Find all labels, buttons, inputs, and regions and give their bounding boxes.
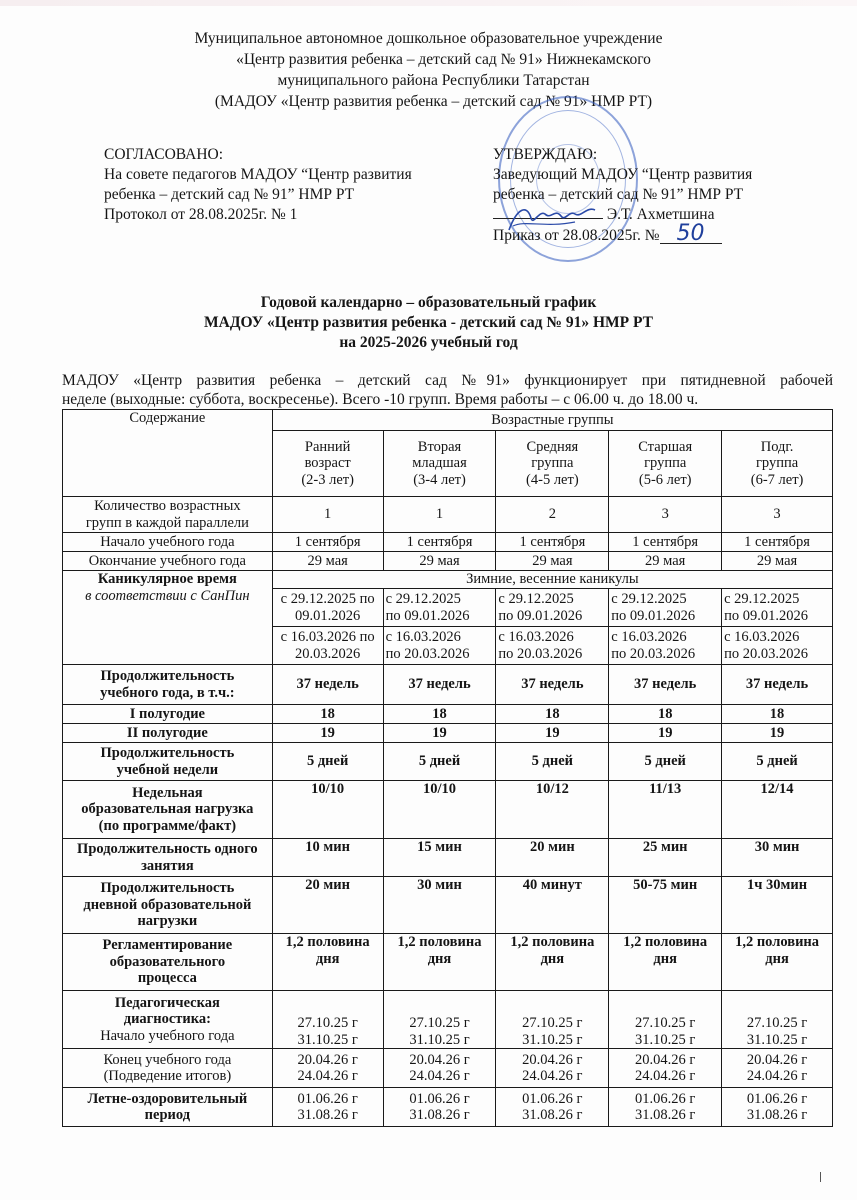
cell: 15 мин xyxy=(383,839,496,877)
table-row xyxy=(63,705,833,724)
cell: 1 сентября xyxy=(609,533,722,552)
cell: 2 xyxy=(496,497,609,533)
cell: 1,2 половина дня xyxy=(496,934,609,991)
group-header: Средняя группа (4-5 лет) xyxy=(496,431,609,497)
table-row xyxy=(63,497,833,533)
document-title xyxy=(0,293,857,353)
cell: 20 мин xyxy=(496,839,609,877)
table-row xyxy=(63,877,833,934)
row-label: Продолжительность дневной образовательной нагрузки xyxy=(63,877,273,934)
cell: 18 xyxy=(722,705,833,724)
cell: 19 xyxy=(609,724,722,743)
cell: с 29.12.2025 по 09.01.2026 xyxy=(609,589,722,627)
cell: 20.04.26 г 24.04.26 г xyxy=(722,1049,833,1088)
row-label: Окончание учебного года xyxy=(63,552,273,571)
cell: 50-75 мин xyxy=(609,877,722,934)
cell: 19 xyxy=(383,724,496,743)
cell: с 16.03.2026 по 20.03.2026 xyxy=(722,627,833,665)
cell: 20.04.26 г 24.04.26 г xyxy=(609,1049,722,1088)
cell: 29 мая xyxy=(272,552,383,571)
cell: 1ч 30мин xyxy=(722,877,833,934)
cell: 5 дней xyxy=(722,743,833,781)
cell: 11/13 xyxy=(609,781,722,839)
approved-block xyxy=(493,145,752,246)
group-header: Ранний возраст (2-3 лет) xyxy=(272,431,383,497)
content-header: Содержание xyxy=(63,410,273,497)
cell: 20.04.26 г 24.04.26 г xyxy=(272,1049,383,1088)
signature-line xyxy=(493,205,603,219)
cell: 01.06.26 г 31.08.26 г xyxy=(609,1088,722,1127)
cell: 3 xyxy=(609,497,722,533)
cell: 01.06.26 г 31.08.26 г xyxy=(272,1088,383,1127)
cell: 19 xyxy=(722,724,833,743)
row-label: Каникулярное время в соответствии с СанПин xyxy=(63,571,273,665)
cell: 25 мин xyxy=(609,839,722,877)
cell: с 16.03.2026 по 20.03.2026 xyxy=(496,627,609,665)
cell: 3 xyxy=(722,497,833,533)
cell: с 16.03.2026 по 20.03.2026 xyxy=(272,627,383,665)
cell: 27.10.25 г 31.10.25 г xyxy=(496,991,609,1049)
cell: 10/12 xyxy=(496,781,609,839)
row-label: Продолжительность учебного года, в т.ч.: xyxy=(63,665,273,705)
cell: 12/14 xyxy=(722,781,833,839)
table-row xyxy=(63,1049,833,1088)
cell: с 29.12.2025 по 09.01.2026 xyxy=(496,589,609,627)
cell: с 29.12.2025 по 09.01.2026 xyxy=(722,589,833,627)
cell: 30 мин xyxy=(383,877,496,934)
cell: 29 мая xyxy=(722,552,833,571)
cell: 10 мин xyxy=(272,839,383,877)
cell: 20.04.26 г 24.04.26 г xyxy=(383,1049,496,1088)
cell: 27.10.25 г 31.10.25 г xyxy=(722,991,833,1049)
table-row xyxy=(63,571,833,589)
agreed-block xyxy=(104,145,412,225)
cell: с 16.03.2026 по 20.03.2026 xyxy=(609,627,722,665)
cell: 19 xyxy=(272,724,383,743)
cell: 37 недель xyxy=(383,665,496,705)
cell: 29 мая xyxy=(609,552,722,571)
row-label: II полугодие xyxy=(63,724,273,743)
cell: 1 сентября xyxy=(272,533,383,552)
cell: 18 xyxy=(272,705,383,724)
intro-line: МАДОУ «Центр развития ребенка – детский сад №91» функционирует при пятидневной рабочей xyxy=(62,372,833,389)
schedule-table xyxy=(62,409,833,1127)
table-row xyxy=(63,724,833,743)
cell: 01.06.26 г 31.08.26 г xyxy=(722,1088,833,1127)
agreed-line: На совете педагогов МАДОУ “Центр развития xyxy=(104,166,412,183)
table-row xyxy=(63,781,833,839)
table-row xyxy=(63,1088,833,1127)
row-label: Недельная образовательная нагрузка (по программе/факт) xyxy=(63,781,273,839)
page-top-edge xyxy=(0,0,857,6)
table-row xyxy=(63,934,833,991)
table-row xyxy=(63,839,833,877)
age-groups-header: Возрастные группы xyxy=(272,410,832,431)
agreed-title: СОГЛАСОВАНО: xyxy=(104,146,224,163)
row-label: Продолжительность учебной недели xyxy=(63,743,273,781)
cell: 1,2 половина дня xyxy=(272,934,383,991)
cell: 19 xyxy=(496,724,609,743)
group-header: Старшая группа (5-6 лет) xyxy=(609,431,722,497)
intro-paragraph xyxy=(62,371,833,409)
order-number: 50 xyxy=(660,225,722,244)
table-row xyxy=(63,991,833,1049)
approved-title: УТВЕРЖДАЮ: xyxy=(493,146,598,163)
row-label: Летне-оздоровительный период xyxy=(63,1088,273,1127)
approved-line: Заведующий МАДОУ “Центр развития xyxy=(493,166,753,183)
row-label: Регламентирование образовательного процесса xyxy=(63,934,273,991)
table-row xyxy=(63,552,833,571)
cell: 18 xyxy=(496,705,609,724)
cell: 20.04.26 г 24.04.26 г xyxy=(496,1049,609,1088)
row-label: Продолжительность одного занятия xyxy=(63,839,273,877)
agreed-line: ребенка – детский сад № 91” НМР РТ xyxy=(104,186,355,203)
cell: 1 сентября xyxy=(383,533,496,552)
cell: 18 xyxy=(383,705,496,724)
cell: 27.10.25 г 31.10.25 г xyxy=(272,991,383,1049)
cell: 29 мая xyxy=(383,552,496,571)
cell: 1 xyxy=(383,497,496,533)
title-line: на 2025-2026 учебный год xyxy=(339,334,518,351)
cell: 37 недель xyxy=(609,665,722,705)
cell: 1,2 половина дня xyxy=(722,934,833,991)
cell: с 29.12.2025 по 09.01.2026 xyxy=(272,589,383,627)
agreed-protocol: Протокол от 28.08.2025г. № 1 xyxy=(104,206,298,223)
header-line: «Центр развития ребенка – детский сад № 91» Нижнекамского xyxy=(236,51,651,68)
group-header: Вторая младшая (3-4 лет) xyxy=(383,431,496,497)
row-label: I полугодие xyxy=(63,705,273,724)
cell: 1 сентября xyxy=(496,533,609,552)
cell: 1,2 половина дня xyxy=(383,934,496,991)
table-row xyxy=(63,665,833,705)
cell: 29 мая xyxy=(496,552,609,571)
group-header: Подг. группа (6-7 лет) xyxy=(722,431,833,497)
header-line: (МАДОУ «Центр развития ребенка – детский сад № 91» НМР РТ) xyxy=(214,93,653,110)
table-row xyxy=(63,743,833,781)
row-label: Начало учебного года xyxy=(63,533,273,552)
cell: 1,2 половина дня xyxy=(609,934,722,991)
cell: 18 xyxy=(609,705,722,724)
holidays-span-header: Зимние, весенние каникулы xyxy=(272,571,832,589)
cell: 01.06.26 г 31.08.26 г xyxy=(383,1088,496,1127)
title-line: МАДОУ «Центр развития ребенка - детский сад № 91» НМР РТ xyxy=(204,314,653,331)
approved-line: ребенка – детский сад № 91” НМР РТ xyxy=(493,186,744,203)
cell: 37 недель xyxy=(722,665,833,705)
cell: 37 недель xyxy=(272,665,383,705)
cell: 5 дней xyxy=(272,743,383,781)
row-label: Конец учебного года (Подведение итогов) xyxy=(63,1049,273,1088)
cell: с 16.03.2026 по 20.03.2026 xyxy=(383,627,496,665)
cell: 20 мин xyxy=(272,877,383,934)
cell: 40 минут xyxy=(496,877,609,934)
cell: 10/10 xyxy=(383,781,496,839)
signer-name: Э.Т. Ахметшина xyxy=(606,206,715,223)
cell: 1 сентября xyxy=(722,533,833,552)
cell: 5 дней xyxy=(496,743,609,781)
header-line: Муниципальное автономное дошкольное образовательное учреждение xyxy=(194,30,663,47)
cell: 37 недель xyxy=(496,665,609,705)
table-row xyxy=(63,533,833,552)
cell: 27.10.25 г 31.10.25 г xyxy=(609,991,722,1049)
title-line: Годовой календарно – образовательный график xyxy=(260,294,597,311)
cell: 30 мин xyxy=(722,839,833,877)
cell: 01.06.26 г 31.08.26 г xyxy=(496,1088,609,1127)
institution-header xyxy=(0,28,857,112)
cell: 27.10.25 г 31.10.25 г xyxy=(383,991,496,1049)
cell: 10/10 xyxy=(272,781,383,839)
intro-line: неделе (выходные: суббота, воскресенье). Всего -10 групп. Время работы – с 06.00 ч. до 18.00 ч. xyxy=(62,391,699,408)
cell: 5 дней xyxy=(383,743,496,781)
row-label: Педагогическая диагностика: Начало учебного года xyxy=(63,991,273,1049)
row-label: Количество возрастных групп в каждой параллели xyxy=(63,497,273,533)
header-line: муниципального района Республики Татарстан xyxy=(277,72,590,89)
cell: 5 дней xyxy=(609,743,722,781)
order-prefix: Приказ от 28.08.2025г. № xyxy=(493,227,660,244)
page-mark xyxy=(820,1172,821,1182)
cell: 1 xyxy=(272,497,383,533)
cell: с 29.12.2025 по 09.01.2026 xyxy=(383,589,496,627)
